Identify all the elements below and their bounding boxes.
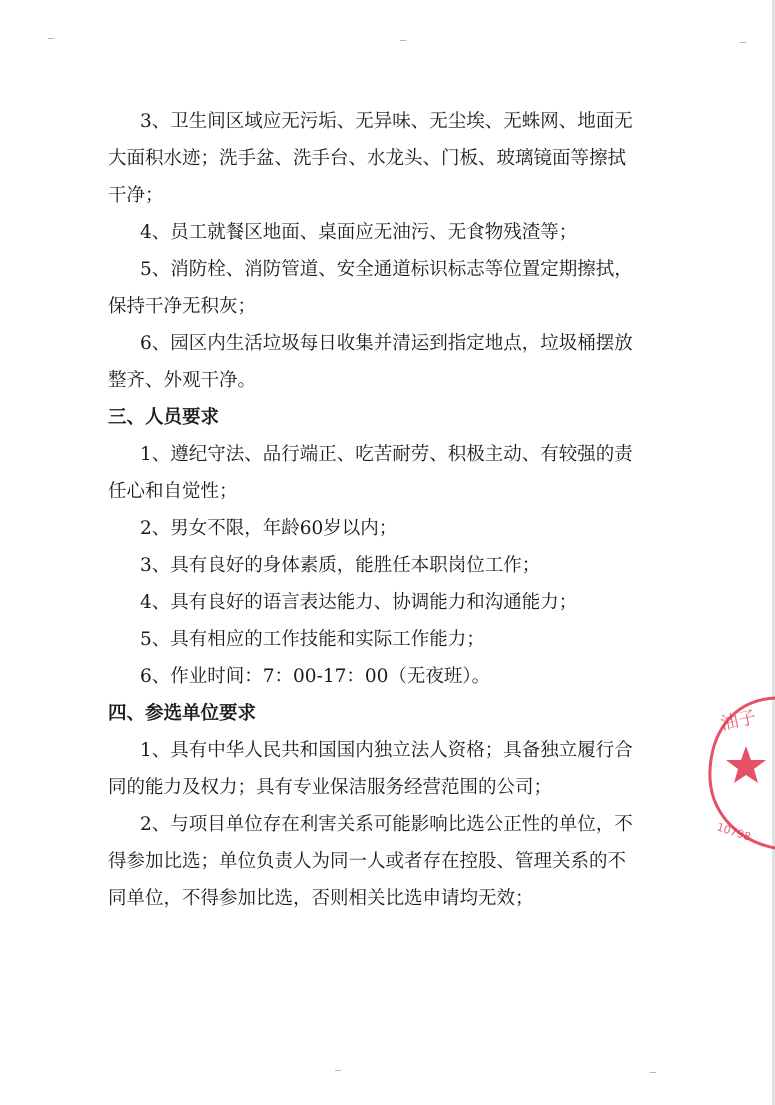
section-heading: 三、人员要求 xyxy=(108,407,220,428)
text-line: 整齐、外观干净。 xyxy=(108,370,257,391)
text-line: 得参加比选；单位负责人为同一人或者存在控股、管理关系的不 xyxy=(108,851,627,872)
seal-stamp xyxy=(700,690,775,860)
text-line: 4、员工就餐区地面、桌面应无油污、无食物残渣等； xyxy=(140,222,578,243)
scan-speck xyxy=(48,38,54,39)
text-line: 1、具有中华人民共和国国内独立法人资格；具备独立履行合 xyxy=(140,740,633,761)
text-line: 4、具有良好的语言表达能力、协调能力和沟通能力； xyxy=(140,592,578,613)
text-line: 1、遵纪守法、品行端正、吃苦耐劳、积极主动、有较强的责 xyxy=(140,444,633,465)
text-line: 干净； xyxy=(108,185,164,206)
scan-speck xyxy=(740,42,746,43)
seal-text-top: 油子 xyxy=(718,706,759,735)
text-line: 同的能力及权力；具有专业保洁服务经营范围的公司； xyxy=(108,777,553,798)
text-line: 5、具有相应的工作技能和实际工作能力； xyxy=(140,629,485,650)
text-line: 3、卫生间区域应无污垢、无异味、无尘埃、无蛛网、地面无 xyxy=(140,111,633,132)
text-line: 大面积水迹；洗手盆、洗手台、水龙头、门板、玻璃镜面等擦拭 xyxy=(108,148,627,169)
seal-text-number: 10798 xyxy=(715,820,753,844)
scan-speck xyxy=(400,40,406,41)
text-line: 保持干净无积灰； xyxy=(108,296,257,317)
scan-speck xyxy=(650,1072,656,1073)
text-line: 2、男女不限，年龄60岁以内； xyxy=(140,518,398,539)
section-heading: 四、参选单位要求 xyxy=(108,703,257,724)
text-line: 6、园区内生活垃圾每日收集并清运到指定地点，垃圾桶摆放 xyxy=(140,333,633,354)
text-line: 3、具有良好的身体素质，能胜任本职岗位工作； xyxy=(140,555,541,576)
text-line: 6、作业时间：7：00-17：00（无夜班）。 xyxy=(140,666,491,687)
text-line: 同单位，不得参加比选，否则相关比选申请均无效； xyxy=(108,888,534,909)
scan-speck xyxy=(335,1070,341,1071)
text-line: 5、消防栓、消防管道、安全通道标识标志等位置定期擦拭， xyxy=(140,259,633,280)
text-line: 任心和自觉性； xyxy=(108,481,238,502)
text-line: 2、与项目单位存在利害关系可能影响比选公正性的单位，不 xyxy=(140,814,633,835)
